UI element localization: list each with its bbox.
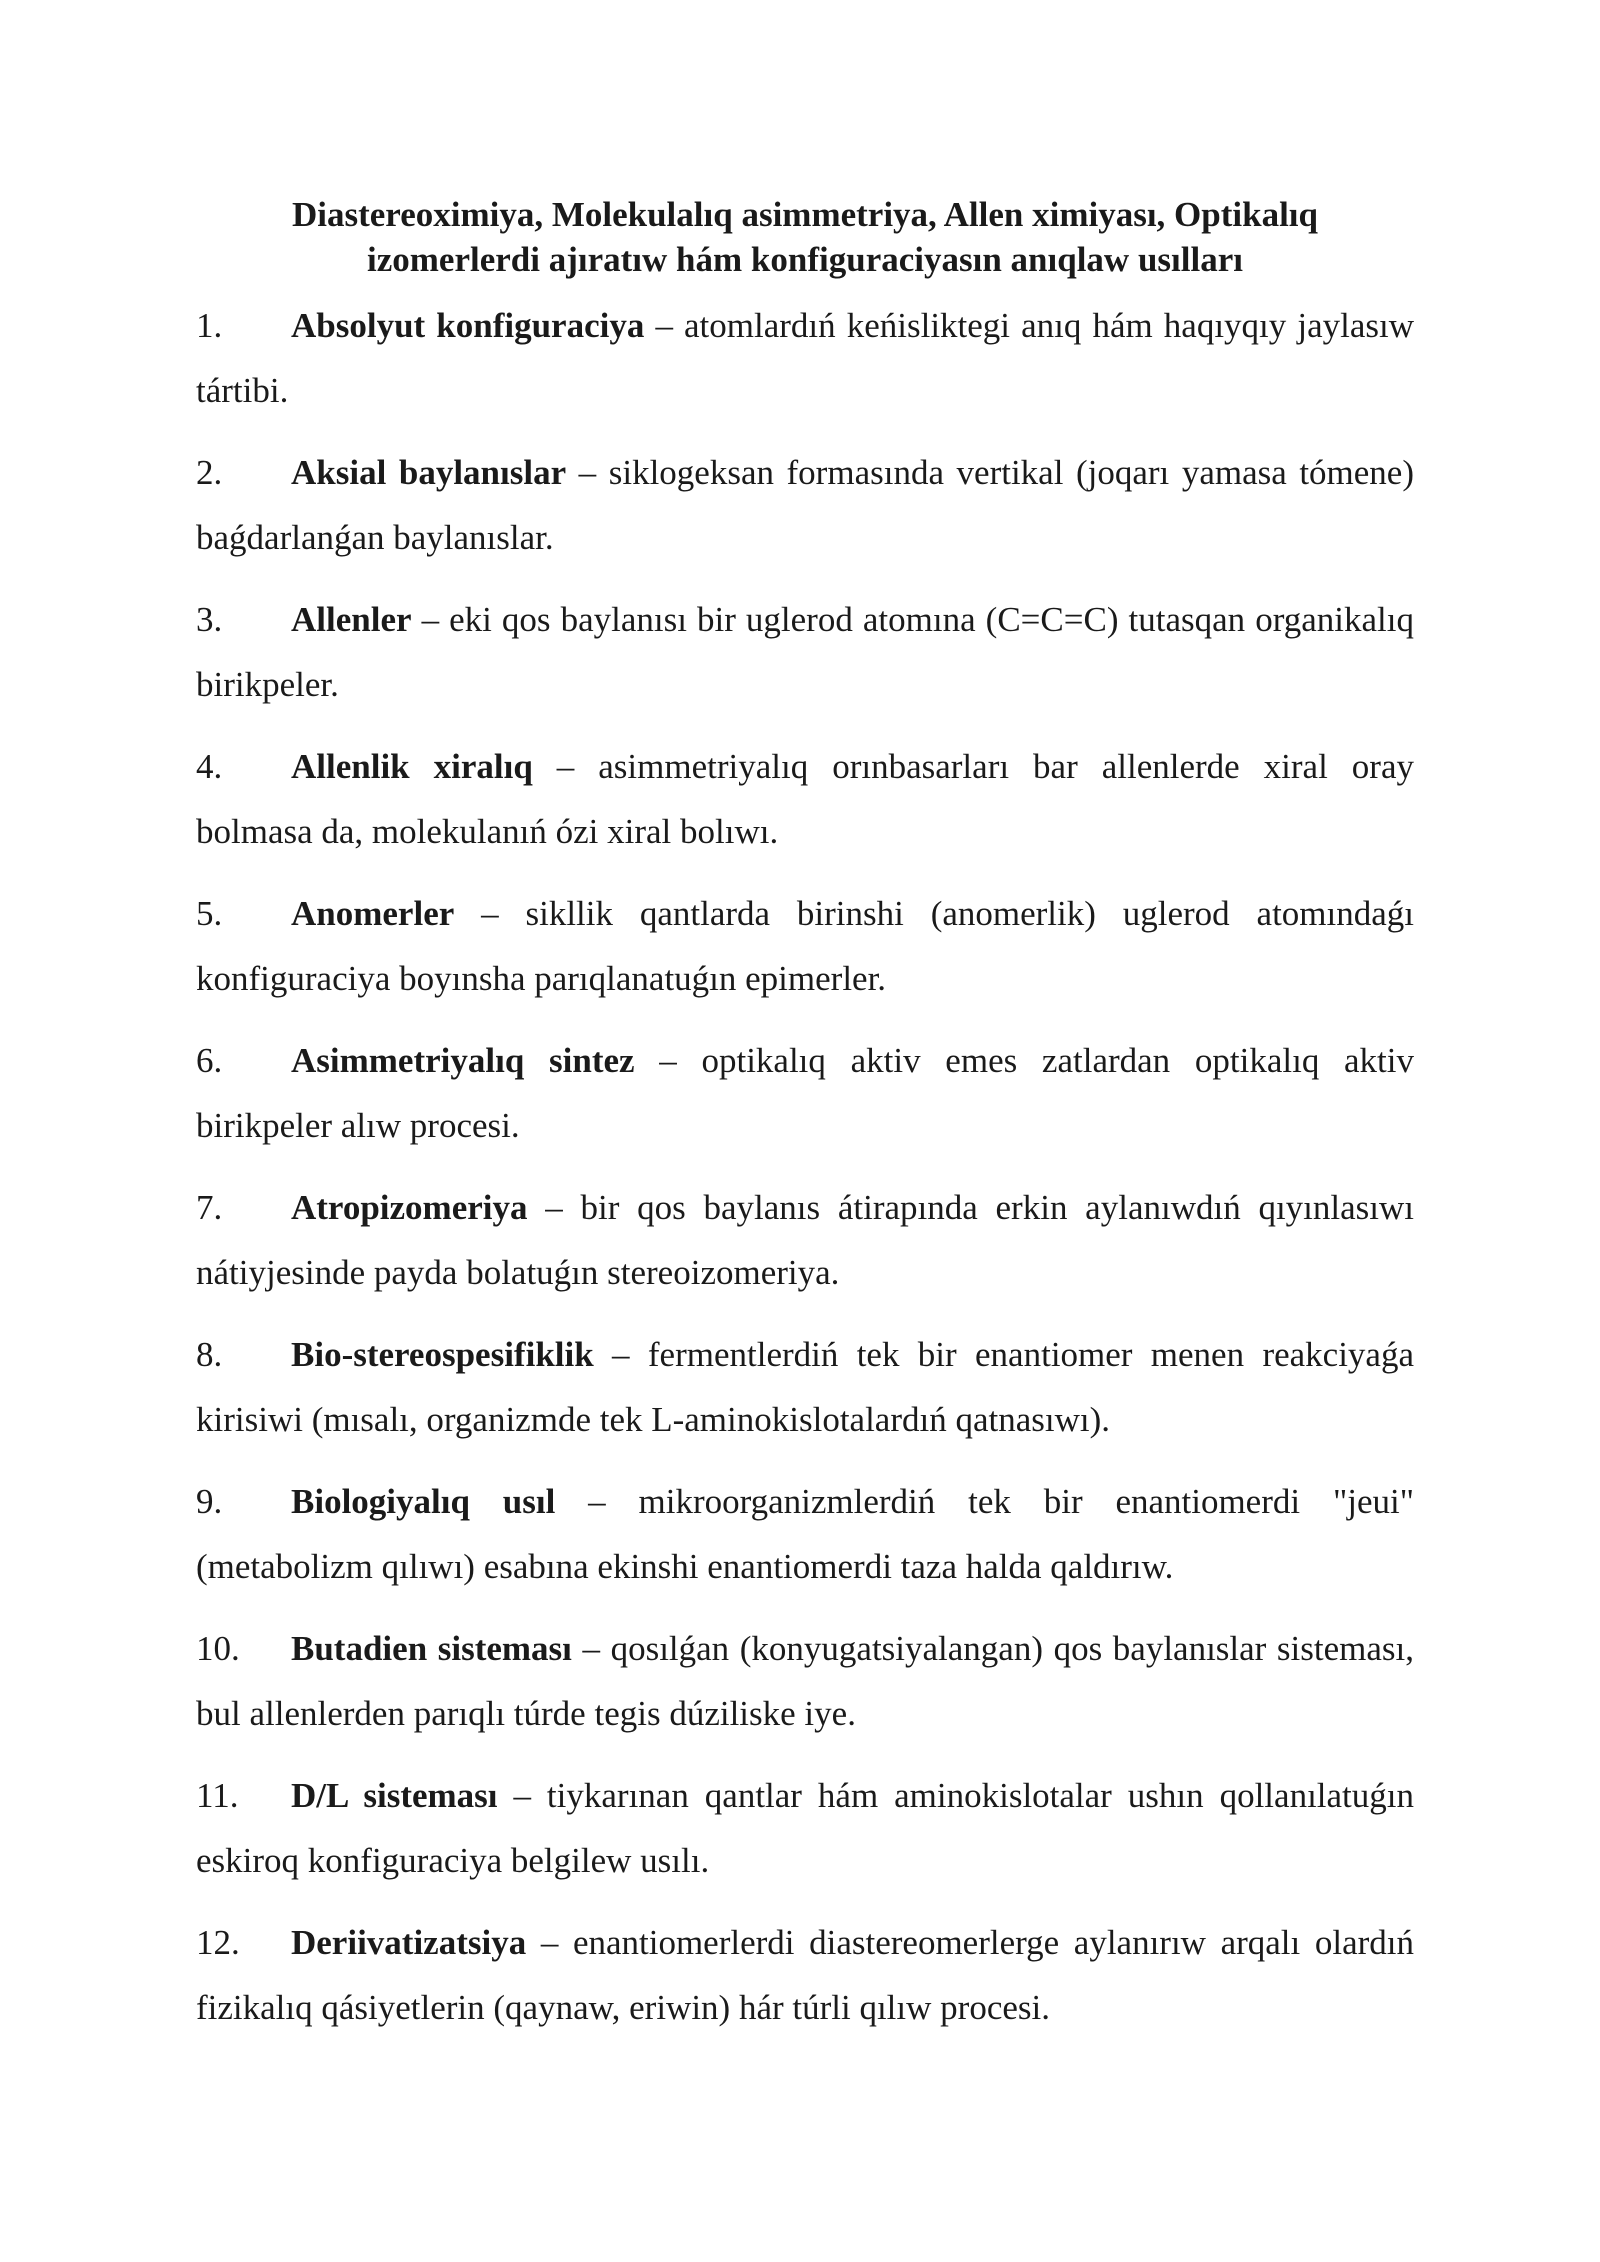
item-number: 1. xyxy=(196,306,223,345)
glossary-item xyxy=(196,1175,1414,1305)
item-number: 12. xyxy=(196,1923,240,1962)
item-number: 10. xyxy=(196,1629,240,1668)
item-term: Allenlik xiralıq xyxy=(291,747,533,786)
item-term: Biologiyalıq usıl xyxy=(291,1482,556,1521)
glossary-item xyxy=(196,734,1414,864)
item-term: Asimmetriyalıq sintez xyxy=(291,1041,635,1080)
item-definition: – bir qos baylanıs átirapında erkin aylanıwdıń qıyınlasıwı nátiyjesinde payda bolatuǵın stereoizomeriya. xyxy=(196,1188,1414,1292)
item-term: Butadien sisteması xyxy=(291,1629,572,1668)
item-number: 5. xyxy=(196,894,223,933)
glossary-list xyxy=(196,293,1414,2057)
item-term: Allenler xyxy=(291,600,412,639)
item-definition: – fermentlerdiń tek bir enantiomer menen reakciyaǵa kirisiwi (mısalı, organizmde tek L-aminokislotalardıń qatnasıwı). xyxy=(196,1335,1414,1439)
item-term: D/L sisteması xyxy=(291,1776,498,1815)
item-term: Deriivatizatsiya xyxy=(291,1923,527,1962)
glossary-item xyxy=(196,1322,1414,1452)
item-number: 3. xyxy=(196,600,223,639)
glossary-item xyxy=(196,1910,1414,2040)
item-definition: – qosılǵan (konyugatsiyalangan) qos baylanıslar sisteması, bul allenlerden parıqlı túrde tegis dúziliske iye. xyxy=(196,1629,1414,1733)
item-number: 9. xyxy=(196,1482,223,1521)
item-definition: – atomlardıń keńisliktegi anıq hám haqıyqıy jaylasıw tártibi. xyxy=(196,306,1414,410)
glossary-item xyxy=(196,587,1414,717)
glossary-item xyxy=(196,1028,1414,1158)
glossary-item xyxy=(196,881,1414,1011)
item-term: Bio-stereospesifiklik xyxy=(291,1335,594,1374)
item-term: Atropizomeriya xyxy=(291,1188,528,1227)
glossary-item xyxy=(196,1469,1414,1599)
item-term: Absolyut konfiguraciya xyxy=(291,306,645,345)
glossary-item xyxy=(196,440,1414,570)
item-number: 2. xyxy=(196,453,223,492)
item-definition: – siklogeksan formasında vertikal (joqarı yamasa tómene) baǵdarlanǵan baylanıslar. xyxy=(196,453,1414,557)
glossary-item xyxy=(196,1763,1414,1893)
item-number: 11. xyxy=(196,1776,239,1815)
item-definition: – sikllik qantlarda birinshi (anomerlik) uglerod atomındaǵı konfiguraciya boyınsha parıqlanatuǵın epimerler. xyxy=(196,894,1414,998)
item-definition: – optikalıq aktiv emes zatlardan optikalıq aktiv birikpeler alıw procesi. xyxy=(196,1041,1415,1145)
title-line-1: Diastereoximiya, Molekulalıq asimmetriya, Allen ximiyası, Optikalıq xyxy=(291,195,1318,234)
glossary-item xyxy=(196,1616,1414,1746)
item-definition: – tiykarınan qantlar hám aminokislotalar ushın qollanılatuǵın eskiroq konfiguraciya belgilew usılı. xyxy=(196,1776,1415,1880)
item-number: 7. xyxy=(196,1188,223,1227)
title-line-2: izomerlerdi ajıratıw hám konfiguraciyasın anıqlaw usılları xyxy=(367,240,1243,279)
item-number: 4. xyxy=(196,747,223,786)
item-term: Anomerler xyxy=(291,894,455,933)
item-number: 8. xyxy=(196,1335,223,1374)
item-definition: – enantiomerlerdi diastereomerlerge aylanırıw arqalı olardıń fizikalıq qásiyetlerin (qaynaw, eriwin) hár túrli qılıw procesi. xyxy=(196,1923,1414,2027)
item-term: Aksial baylanıslar xyxy=(291,453,567,492)
document-title xyxy=(196,192,1414,282)
item-number: 6. xyxy=(196,1041,223,1080)
glossary-item xyxy=(196,293,1414,423)
item-definition: – asimmetriyalıq orınbasarları bar allenlerde xiral oray bolmasa da, molekulanıń ózi xiral bolıwı. xyxy=(196,747,1414,851)
item-definition: – mikroorganizmlerdiń tek bir enantiomerdi "jeui" (metabolizm qılıwı) esabına ekinshi enantiomerdi taza halda qaldırıw. xyxy=(196,1482,1414,1586)
item-definition: – eki qos baylanısı bir uglerod atomına (C=C=C) tutasqan organikalıq birikpeler. xyxy=(196,600,1414,704)
